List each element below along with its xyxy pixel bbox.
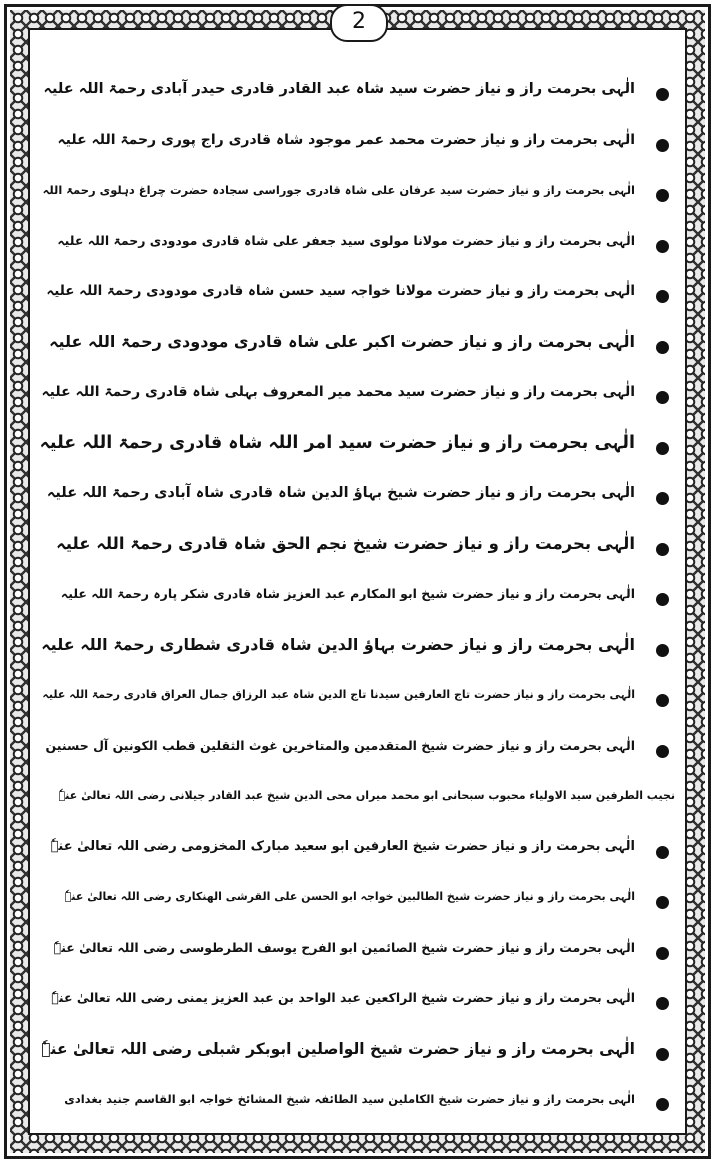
bullet-icon [656, 240, 669, 253]
bullet-icon [656, 88, 669, 101]
text-line [40, 579, 675, 630]
line-text: الٰہی بحرمت راز و نیاز حضرت مولانا خواجہ سید حسن شاہ قادری مودودی رحمۃ اللہ علیہ [46, 283, 635, 299]
line-text: الٰہی بحرمت راز و نیاز حضرت اکبر علی شاہ قادری مودودی رحمۃ اللہ علیہ [49, 331, 635, 351]
text-line [40, 478, 675, 529]
page-number: 2 [330, 4, 388, 42]
bullet-icon [656, 694, 669, 707]
text-line [40, 529, 675, 580]
text-line [40, 175, 675, 226]
line-text: الٰہی بحرمت راز و نیاز حضرت شیخ نجم الحق شاہ قادری رحمۃ اللہ علیہ [56, 533, 635, 553]
text-line [40, 680, 675, 731]
text-line [40, 832, 675, 883]
bullet-icon [656, 1048, 669, 1061]
bullet-icon [656, 492, 669, 505]
bullet-icon [656, 1098, 669, 1111]
line-text: الٰہی بحرمت راز و نیاز حضرت بہاؤ الدین شاہ قادری شطاری رحمۃ اللہ علیہ [41, 634, 635, 654]
bullet-icon [656, 896, 669, 909]
text-line [40, 226, 675, 277]
text-line [40, 125, 675, 176]
line-text: الٰہی بحرمت راز و نیاز حضرت شیخ المتقدمین والمتاخرین غوث الثقلین قطب الکونین آل حسنین [45, 737, 635, 753]
bullet-icon [656, 644, 669, 657]
line-text: الٰہی بحرمت راز و نیاز حضرت شیخ الصائمین ابو الفرح یوسف الطرطوسی رضی اللہ تعالیٰ عنہٗ [53, 939, 635, 955]
text-line [40, 882, 675, 933]
bullet-icon [656, 846, 669, 859]
line-text: الٰہی بحرمت راز و نیاز حضرت شیخ الواصلین ابوبکر شبلی رضی اللہ تعالیٰ عنہٗ [41, 1039, 635, 1058]
line-text: الٰہی بحرمت راز و نیاز حضرت مولانا مولوی سید جعفر علی شاہ قادری مودودی رحمۃ اللہ علیہ [57, 232, 635, 248]
line-text: الٰہی بحرمت راز و نیاز حضرت شیخ ابو المکارم عبد العزیز شاہ قادری شکر پارہ رحمۃ اللہ علیہ [60, 586, 635, 601]
bullet-icon [656, 543, 669, 556]
line-text: الٰہی بحرمت راز و نیاز حضرت تاج العارفین سیدنا تاج الدین شاہ عبد الرزاق جمال العراق قادری رحمۃ اللہ علیہ [42, 688, 635, 701]
text-line [40, 428, 675, 479]
line-text: الٰہی بحرمت راز و نیاز حضرت سید امر اللہ شاہ قادری رحمۃ اللہ علیہ [39, 432, 635, 453]
line-text: الٰہی بحرمت راز و نیاز حضرت سید محمد میر المعروف بہلی شاہ قادری رحمۃ اللہ علیہ [41, 384, 635, 400]
line-text: الٰہی بحرمت راز و نیاز حضرت شیخ الکاملین سید الطائفہ شیخ المشائخ خواجہ ابو القاسم جنید بغدادی [64, 1092, 635, 1106]
text-body [40, 74, 675, 1135]
bullet-icon [656, 341, 669, 354]
text-line [40, 781, 675, 832]
line-text: نجیب الطرفین سید الاولیاء محبوب سبحانی ابو محمد میراں محی الدین شیخ عبد القادر جیلانی رضی اللہ تعالیٰ عنہٗ [58, 789, 675, 802]
line-text: الٰہی بحرمت راز و نیاز حضرت سید شاہ عبد القادر قادری حیدر آبادی رحمۃ اللہ علیہ [43, 81, 635, 97]
text-line [40, 983, 675, 1034]
line-text: الٰہی بحرمت راز و نیاز حضرت محمد عمر موجود شاہ قادری راج پوری رحمۃ اللہ علیہ [57, 131, 635, 148]
text-line [40, 933, 675, 984]
bullet-icon [656, 947, 669, 960]
text-line [40, 377, 675, 428]
line-text: الٰہی بحرمت راز و نیاز حضرت شیخ الطالبین خواجہ ابو الحسن علی القرشی الھنکاری رضی اللہ تعالیٰ عنہٗ [64, 890, 635, 903]
bullet-icon [656, 189, 669, 202]
text-line [40, 731, 675, 782]
bullet-icon [656, 593, 669, 606]
text-line [40, 1034, 675, 1085]
line-text: الٰہی بحرمت راز و نیاز حضرت سید عرفان علی شاہ قادری جوراسی سجادہ حضرت چراغ دہلوی رحمۃ اللہ [42, 183, 635, 197]
text-line [40, 1084, 675, 1135]
bullet-icon [656, 139, 669, 152]
line-text: الٰہی بحرمت راز و نیاز حضرت شیخ الراکعین عبد الواحد بن عبد العزیز یمنی رضی اللہ تعالیٰ عنہٗ [51, 990, 635, 1005]
text-line [40, 630, 675, 681]
bullet-icon [656, 290, 669, 303]
text-line [40, 276, 675, 327]
bullet-icon [656, 997, 669, 1010]
bullet-icon [656, 745, 669, 758]
bullet-icon [656, 391, 669, 404]
bullet-icon [656, 442, 669, 455]
text-line [40, 74, 675, 125]
line-text: الٰہی بحرمت راز و نیاز حضرت شیخ العارفین ابو سعید مبارک المخزومی رضی اللہ تعالیٰ عنہٗ [50, 838, 635, 854]
text-line [40, 327, 675, 378]
line-text: الٰہی بحرمت راز و نیاز حضرت شیخ بہاؤ الدین شاہ قادری شاہ آبادی رحمۃ اللہ علیہ [46, 485, 635, 501]
